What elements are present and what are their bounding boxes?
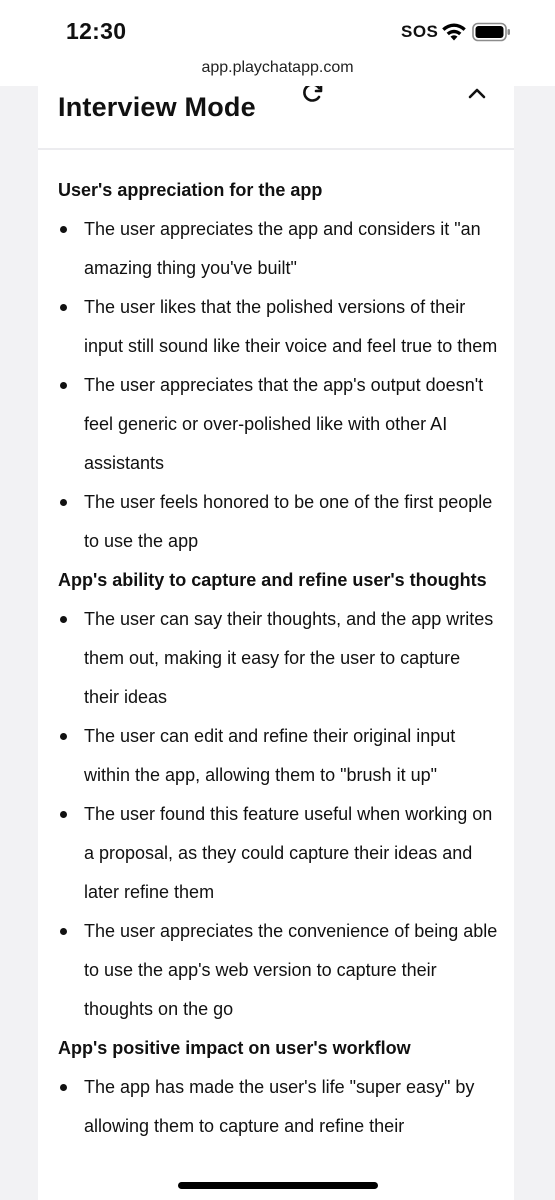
bullet-item: The user appreciates the app and considers it "an amazing thing you've built" <box>58 210 498 288</box>
status-bar <box>0 0 555 56</box>
section-title: App's ability to capture and refine user's thoughts <box>58 570 487 590</box>
bullet-item: The user found this feature useful when working on a proposal, as they could capture their ideas and later refine them <box>58 795 498 912</box>
bullet-list <box>58 210 498 561</box>
sos-indicator: SOS <box>401 22 439 41</box>
section-title: User's appreciation for the app <box>58 180 323 200</box>
bullet-item: The user can say their thoughts, and the app writes them out, making it easy for the user to capture their ideas <box>58 600 498 717</box>
page-title: Interview Mode <box>58 92 256 122</box>
bullet-item: The app has made the user's life "super easy" by allowing them to capture and refine their <box>58 1068 498 1146</box>
bullet-item: The user likes that the polished versions of their input still sound like their voice and feel true to them <box>58 288 498 366</box>
bullet-list <box>58 1068 498 1146</box>
status-time: 12:30 <box>66 18 127 44</box>
bullet-list <box>58 600 498 1029</box>
bullet-item: The user can edit and refine their original input within the app, allowing them to "brush it up" <box>58 717 498 795</box>
url-text: app.playchatapp.com <box>201 59 354 76</box>
bullet-item: The user appreciates that the app's output doesn't feel generic or over-polished like with other AI assistants <box>58 366 498 483</box>
bullet-item: The user appreciates the convenience of being able to use the app's web version to capture their thoughts on the go <box>58 912 498 1029</box>
section-title: App's positive impact on user's workflow <box>58 1038 411 1058</box>
wifi-icon <box>441 22 467 42</box>
refresh-icon[interactable] <box>300 86 326 104</box>
home-indicator[interactable] <box>178 1182 378 1189</box>
battery-icon <box>472 22 512 42</box>
address-bar[interactable] <box>0 56 555 86</box>
summary-content <box>58 171 498 1146</box>
chevron-up-icon[interactable] <box>466 86 488 102</box>
card-header <box>38 86 514 150</box>
summary-card <box>38 86 514 1200</box>
bullet-item: The user feels honored to be one of the first people to use the app <box>58 483 498 561</box>
